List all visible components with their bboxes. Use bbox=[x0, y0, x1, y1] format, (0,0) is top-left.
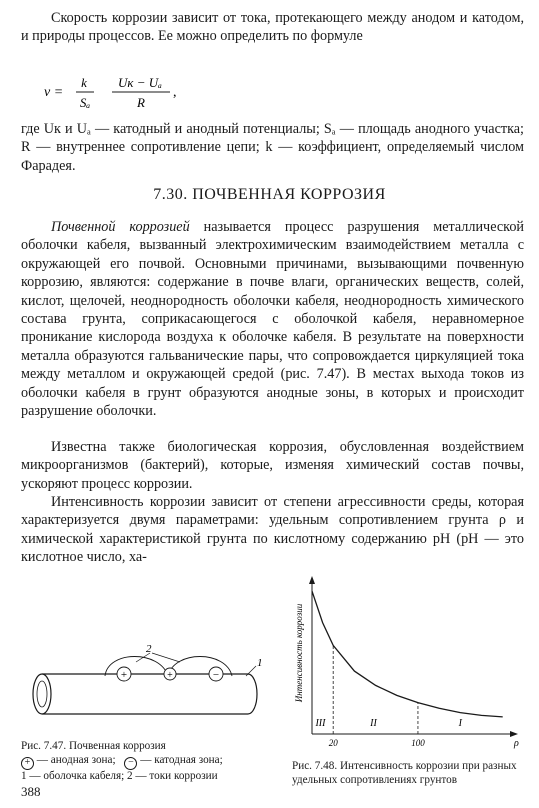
leader-2b bbox=[152, 653, 180, 662]
formula-numerator: Uк − Uₐ bbox=[118, 75, 162, 90]
zone-II-label: II bbox=[370, 718, 377, 729]
formula-denominator: R bbox=[137, 95, 145, 110]
x-axis-arrow bbox=[510, 731, 518, 737]
figure-7-48-chart bbox=[282, 572, 524, 758]
formula-k: k bbox=[81, 75, 87, 90]
caption-47-cathode: — катодная зона; bbox=[140, 753, 223, 766]
zone-I-label: I bbox=[458, 718, 462, 729]
figure-7-47-caption bbox=[21, 740, 281, 783]
formula-lhs: v = bbox=[44, 85, 64, 100]
intro-paragraph: Скорость коррозии зависит от тока, протекающего между анодом и катодом, и природы процессов. Ее можно определить по формуле bbox=[21, 10, 524, 45]
formula-comma: , bbox=[173, 85, 177, 100]
cable-end bbox=[33, 674, 51, 714]
where-paragraph: где Uк и Uₐ — катодный и анодный потенциалы; Sₐ — площадь анодного участка; R — внутреннее сопротивление цепи; k — коэффициент, определяемый числом Фарадея. bbox=[21, 121, 524, 174]
anode-plus-sign: + bbox=[120, 669, 128, 681]
intensity-paragraph: Интенсивность коррозии зависит от степени агрессивности среды, которая характеризуется двумя параметрами: удельным сопротивлением грунта ρ и химической характеристикой грунта по кислотному содержанию pH (pH — это кислотное число, ха- bbox=[21, 494, 524, 566]
corrosion-current-loop-1 bbox=[105, 657, 168, 677]
page-number: 388 bbox=[21, 784, 41, 799]
section-heading: 7.30. ПОЧВЕННАЯ КОРРОЗИЯ bbox=[153, 186, 386, 203]
cable-sheath bbox=[42, 674, 257, 714]
biological-corrosion-paragraph: Известна также биологическая коррозия, обусловленная воздействием микроорганизмов (бактерий), которые, изменяя химический состав почвы, ускоряют процесс коррозии. bbox=[21, 439, 524, 492]
x-tick-100: 100 bbox=[411, 738, 425, 748]
caption-47-line3: 1 — оболочка кабеля; 2 — токи коррозии bbox=[21, 769, 218, 782]
term-soil-corrosion: Почвенной коррозией bbox=[51, 219, 190, 235]
caption-47-anode: — анодная зона; bbox=[36, 753, 116, 766]
anode-legend-symbol: + bbox=[21, 757, 34, 770]
intensity-curve bbox=[312, 591, 503, 717]
soil-corrosion-definition: называется процесс разрушения металлической оболочки кабеля, вызванный электрохимическим взаимодействием металла с окружающей его почвой. Основными причинами, вызывающими почвенную коррозию, являются: содержание в почве влаги, органических веществ, солей, кислот, щелочей, неоднородность оболочки кабеля, неоднородность химического состава грунта, соприкасающегося с оболочкой кабеля, неравномерное проникание кислорода воздуха к оболочке кабеля. В результате на поверхности металла образуются гальванические пары, что сопровождается циркуляцией тока между металлом и окружающей средой (рис. 7.47). В местах выхода токов из оболочки кабеля в грунт образуются анодные зоны, в которых и происходит разрушение оболочки. bbox=[21, 219, 525, 420]
formula-sa: Sₐ bbox=[79, 95, 91, 110]
x-axis-label: ρ bbox=[514, 738, 519, 749]
zone-marker-plus: + bbox=[167, 670, 173, 681]
figure-7-48-caption: Рис. 7.48. Интенсивность коррозии при разных удельных сопротивлениях грунтов bbox=[292, 760, 517, 786]
label-1: 1 bbox=[257, 657, 263, 669]
soil-corrosion-paragraph bbox=[21, 218, 524, 420]
caption-47-line1: Рис. 7.47. Почвенная коррозия bbox=[21, 740, 166, 752]
x-tick-20: 20 bbox=[328, 738, 338, 748]
cathode-minus-sign: − bbox=[212, 669, 220, 681]
y-axis-arrow bbox=[309, 576, 315, 584]
figure-7-47 bbox=[20, 644, 275, 734]
label-2: 2 bbox=[146, 644, 152, 655]
zone-III-label: III bbox=[315, 718, 326, 729]
y-axis-label: Интенсивность коррозии bbox=[294, 603, 304, 703]
cathode-legend-symbol: − bbox=[124, 757, 137, 770]
corrosion-rate-formula bbox=[44, 68, 284, 114]
formula-graphic bbox=[44, 68, 284, 114]
